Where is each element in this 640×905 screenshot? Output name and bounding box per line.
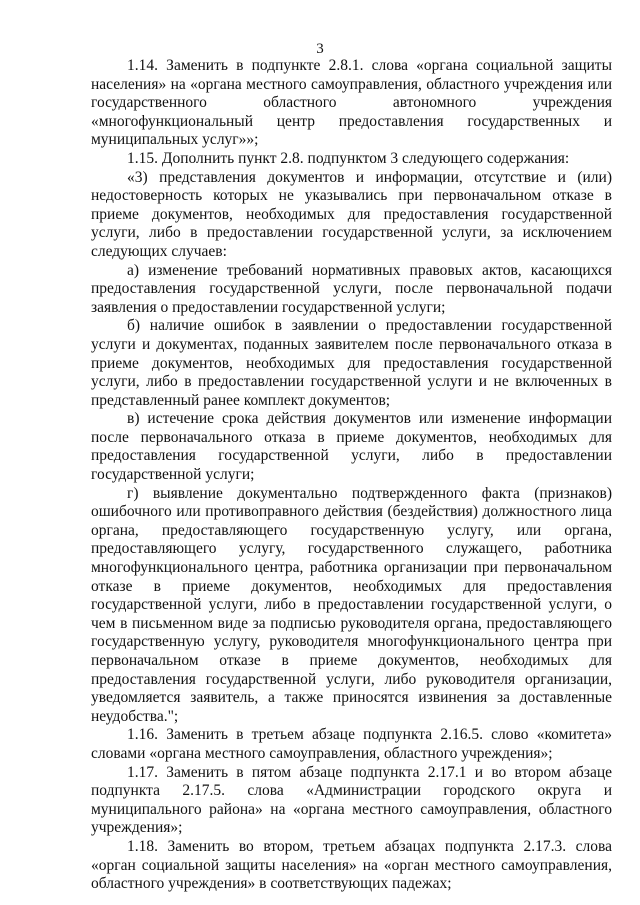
paragraph-1-15: 1.15. Дополнить пункт 2.8. подпунктом 3 следующего содержания: [127, 149, 570, 167]
paragraph-1-16: 1.16. Заменить в третьем абзаце подпункта 2.16.5. слово «комитета» словами «органа местного самоуправления, областного учреждения»; [91, 726, 612, 762]
paragraph-item-g: г) выявление документально подтвержденного факта (признаков) ошибочного или противоправного действия (бездействия) должностного лица органа, предоставляющего государственную услугу, или органа, предоставляющего услугу, государственного служащего, работника многофункционального центра, работника организации при первоначальном отказе в приеме документов, необходимых для предоставления государственной услуги, либо в предоставлении государственной услуги, о чем в письменном виде за подписью руководителя органа, предоставляющего государственную услугу, руководителя многофункционального центра при первоначальном отказе в приеме документов, необходимых для предоставления государственной услуги, либо руководителя организации, уведомляется заявитель, а также приносятся извинения за доставленные неудобства."; [91, 484, 612, 725]
paragraph-item-3: «3) представления документов и информации, отсутствие и (или) недостоверность которых не указывались при первоначальном отказе в приеме документов, необходимых для предоставления государственной услуги, либо в предоставлении государственной услуги, за исключением следующих случаев: [91, 168, 612, 260]
page-number: 3 [316, 41, 324, 57]
paragraph-1-14: 1.14. Заменить в подпункте 2.8.1. слова «органа социальной защиты населения» на «органа местного самоуправления, областного учреждения или государственного областного автономного учреждения «многофункциональный центр предоставления государственных и муниципальных услуг»»; [91, 57, 612, 149]
paragraph-1-17: 1.17. Заменить в пятом абзаце подпункта 2.17.1 и во втором абзаце подпункта 2.17.5. слова «Администрации городского округа и муниципального района» на «органа местного самоуправления, областного учреждения»; [91, 763, 612, 837]
document-body [91, 57, 612, 894]
paragraph-item-b: б) наличие ошибок в заявлении о предоставлении государственной услуги и документах, поданных заявителем после первоначального отказа в приеме документов, необходимых для предоставления государственной услуги, либо в предоставлении государственной услуги и не включенных в представленный ранее комплект документов; [91, 317, 612, 409]
paragraph-item-v: в) истечение срока действия документов или изменение информации после первоначального отказа в приеме документов, необходимых для предоставления государственной услуги, либо в предоставлении государственной услуги; [91, 410, 612, 484]
paragraph-item-a: а) изменение требований нормативных правовых актов, касающихся предоставления государственной услуги, после первоначальной подачи заявления о предоставлении государственной услуги; [91, 261, 612, 316]
paragraph-1-18: 1.18. Заменить во втором, третьем абзацах подпункта 2.17.3. слова «орган социальной защиты населения» на «орган местного самоуправления, областного учреждения» в соответствующих падежах; [91, 837, 612, 893]
